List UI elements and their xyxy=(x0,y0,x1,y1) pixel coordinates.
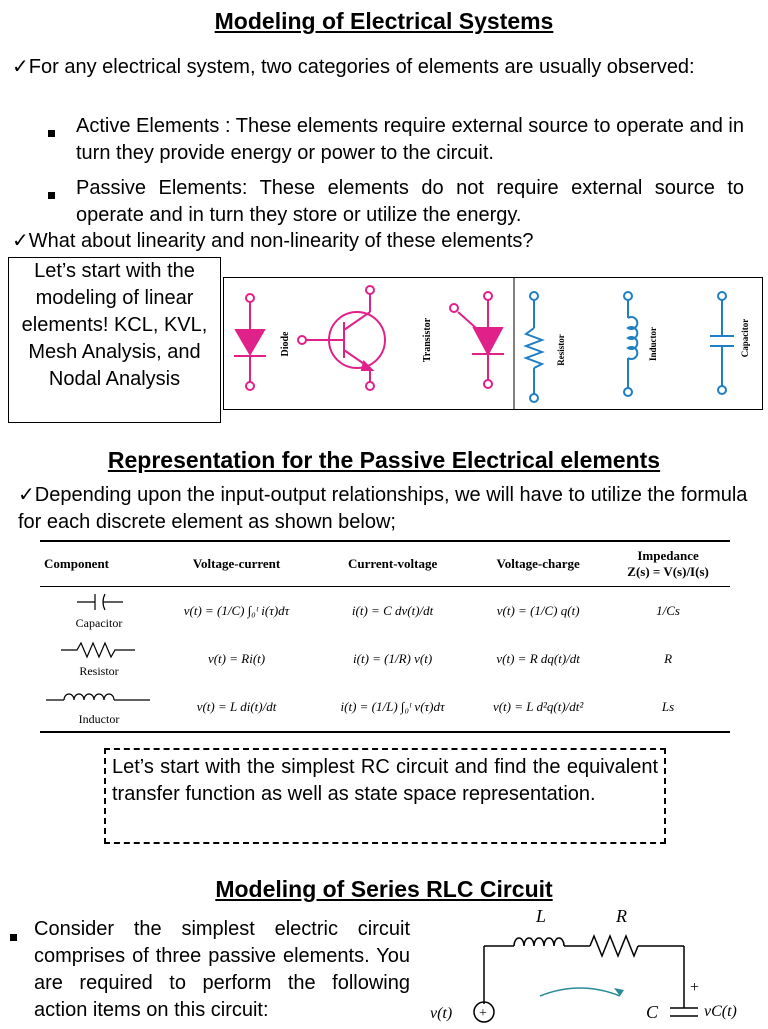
component-cell: Inductor xyxy=(40,683,158,732)
formula-cell: i(t) = C dv(t)/dt xyxy=(351,603,434,618)
rlc-circuit-diagram xyxy=(420,900,760,1024)
component-symbols xyxy=(224,278,762,409)
checkmark-icon: ✓ xyxy=(12,230,29,252)
transistor-icon xyxy=(298,286,385,390)
passive-elements-table xyxy=(40,540,730,733)
linear-elements-box: Let’s start with the modeling of linear elements! KCL, KVL, Mesh Analysis, and Nodal Analysis xyxy=(8,257,221,423)
resistor-label-R: R xyxy=(616,906,627,926)
thyristor-icon xyxy=(450,292,504,388)
inductor-icon xyxy=(624,292,637,396)
table-row xyxy=(40,635,730,683)
formula-cell: v(t) = R dq(t)/dt xyxy=(496,651,580,666)
symbols-panel xyxy=(223,277,763,410)
impedance-cell: Ls xyxy=(606,683,730,732)
header-current-voltage: Current-voltage xyxy=(315,541,470,587)
resistor-symbol-icon xyxy=(59,640,139,660)
resistor-label: Resistor xyxy=(556,334,566,366)
section-title-passive: Representation for the Passive Electrical elements xyxy=(107,447,661,473)
inductor-symbol-icon xyxy=(44,688,154,708)
capacitor-label: Capacitor xyxy=(740,318,750,358)
component-cell: Capacitor xyxy=(40,587,158,636)
inductor-label: Inductor xyxy=(648,326,658,362)
table-row xyxy=(40,683,730,732)
diode-label: Diode xyxy=(280,331,291,357)
square-bullet-icon xyxy=(10,928,17,946)
capacitor-icon xyxy=(710,292,734,394)
formula-cell: v(t) = L di(t)/dt xyxy=(158,683,315,732)
sub-bullet-active: Active Elements : These elements require external source to operate and in turn they provide energy or power to the circuit. xyxy=(76,115,744,164)
capacitor-voltage-label: vC(t) xyxy=(704,1003,737,1020)
bullet-electrical-system xyxy=(12,54,752,81)
formula-cell: v(t) = L d²q(t)/dt² xyxy=(470,683,606,732)
section-title-rlc: Modeling of Series RLC Circuit xyxy=(215,876,553,902)
header-voltage-current: Voltage-current xyxy=(158,541,315,587)
bullet-input-output: ✓Depending upon the input-output relationships, we will have to utilize the formula for each discrete element as shown below; xyxy=(18,484,748,533)
checkmark-icon: ✓ xyxy=(18,484,35,506)
component-cell: Resistor xyxy=(40,635,158,683)
square-bullet-icon xyxy=(48,124,55,142)
source-plus-label: + xyxy=(479,1006,487,1021)
bullet-linearity: ✓What about linearity and non-linearity of these elements? xyxy=(12,230,534,252)
section-title-modeling: Modeling of Electrical Systems xyxy=(214,8,554,34)
resistor-icon xyxy=(526,292,542,402)
capacitor-label-C: C xyxy=(646,1002,659,1022)
header-impedance: Impedance Z(s) = V(s)/I(s) xyxy=(606,541,730,587)
header-component: Component xyxy=(40,541,158,587)
transistor-label: Transistor xyxy=(422,317,433,363)
rlc-bullet: Consider the simplest electric circuit comprises of three passive elements. You are required to perform the following action items on this circuit: xyxy=(34,918,410,1021)
source-voltage-label: v(t) xyxy=(430,1005,453,1022)
rlc-circuit-svg xyxy=(420,900,760,1024)
header-voltage-charge: Voltage-charge xyxy=(470,541,606,587)
current-arrow-icon xyxy=(540,988,620,996)
table-row xyxy=(40,587,730,636)
checkmark-icon: ✓ xyxy=(12,56,29,78)
bullet-text: For any electrical system, two categories of elements are usually observed: xyxy=(28,56,695,78)
formula-cell: i(t) = (1/L) ∫₀ᵗ v(τ)dτ xyxy=(315,683,470,732)
impedance-cell: 1/Cs xyxy=(656,603,680,618)
rc-circuit-note: Let’s start with the simplest RC circuit and find the equivalent transfer function as well as state space representation. xyxy=(104,748,666,844)
formula-cell: v(t) = (1/C) q(t) xyxy=(496,603,580,618)
inductor-label-L: L xyxy=(536,906,547,926)
formula-cell: i(t) = (1/R) v(t) xyxy=(353,651,433,666)
square-bullet-icon xyxy=(48,186,55,204)
formula-cell: v(t) = (1/C) ∫₀ᵗ i(τ)dτ xyxy=(183,603,290,618)
plus-label: + xyxy=(690,979,700,996)
sub-bullet-passive: Passive Elements: These elements do not require external source to operate and in turn they store or utilize the energy. xyxy=(76,177,744,226)
diode-icon xyxy=(234,294,266,390)
formula-cell: v(t) = Ri(t) xyxy=(207,651,266,666)
capacitor-symbol-icon xyxy=(69,592,129,612)
impedance-cell: R xyxy=(664,651,673,666)
